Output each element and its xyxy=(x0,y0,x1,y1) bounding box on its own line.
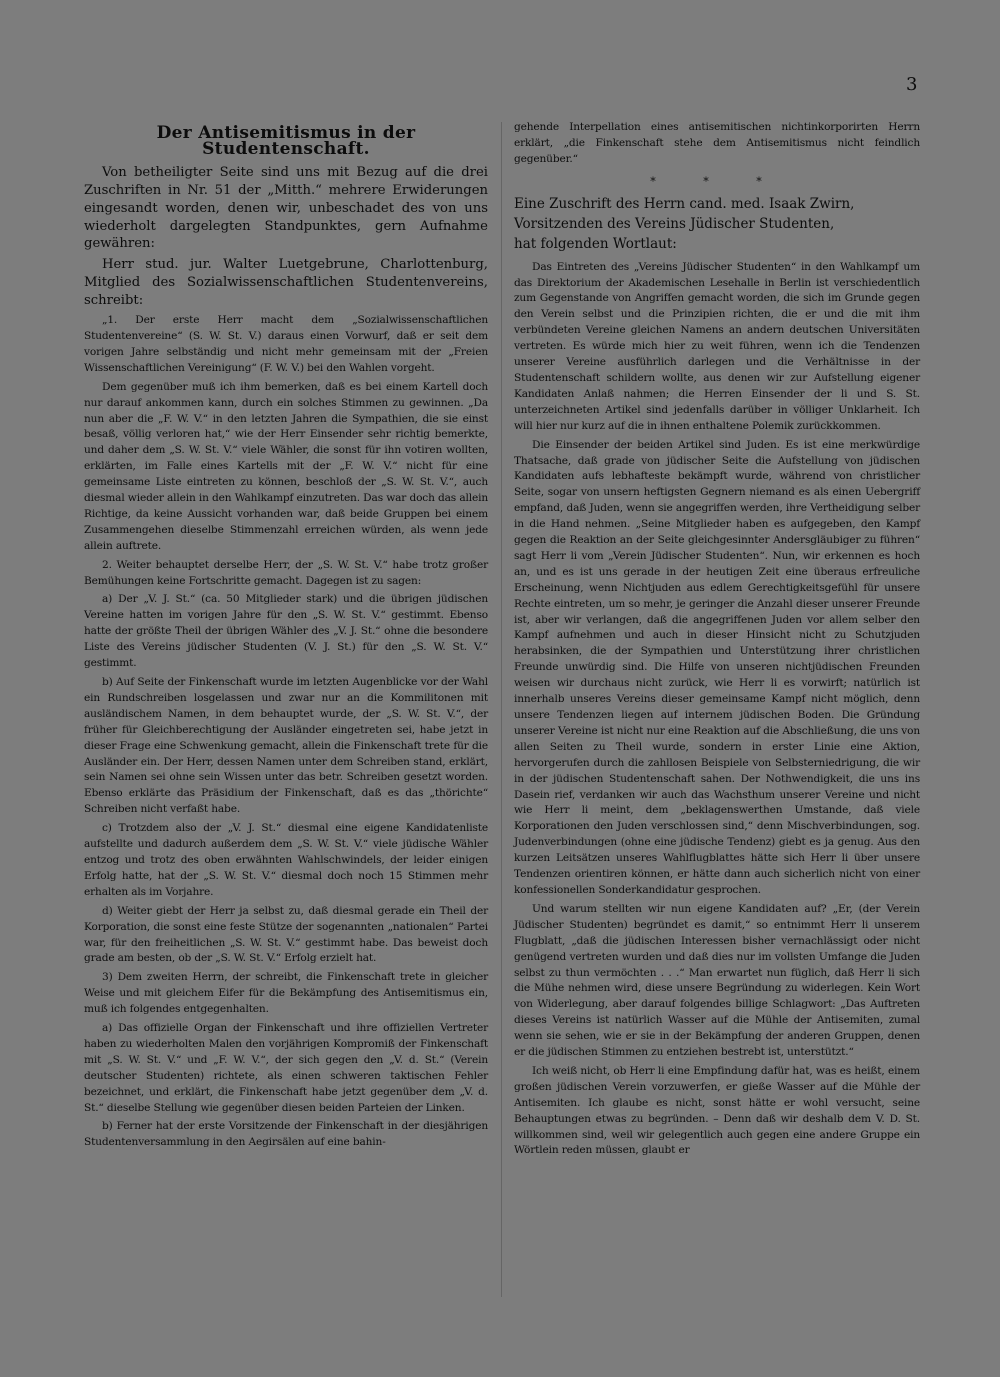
paragraph: b) Auf Seite der Finkenschaft wurde im letzten Augenblicke vor der Wahl ein Rundschreiben losgelassen und zwar nur an die Kommilitonen mit ausländischem Namen, in dem behauptet wurde, der „S. W. St. V.“, der früher für Gleichberechtigung der Ausländer eingetreten sei, habe jetzt in dieser Frage eine Schwenkung gemacht, allein die Finkenschaft trete für die Ausländer ein. Der Herr, dessen Namen unter dem Schreiben stand, erklärt, sein Namen sei ohne sein Wissen unter das betr. Schreiben gesetzt worden. Ebenso erklärte das Präsidium der Finkenschaft, daß es das „thörichte“ Schreiben nicht verfaßt habe. xyxy=(84,676,488,816)
page-number: 3 xyxy=(906,74,918,95)
section-heading-line: Vorsitzenden des Vereins Jüdischer Studenten, xyxy=(514,215,835,232)
left-column xyxy=(84,120,488,1154)
column-divider xyxy=(501,122,502,1297)
paragraph: b) Ferner hat der erste Vorsitzende der Finkenschaft in der diesjährigen Studentenversammlung in den Aegirsälen auf eine bahin- xyxy=(84,1120,488,1149)
section-heading-line: hat folgenden Wortlaut: xyxy=(514,235,677,252)
paragraph: a) Der „V. J. St.“ (ca. 50 Mitglieder stark) und die übrigen jüdischen Vereine hatten im vorigen Jahre für den „S. W. St. V.“ gestimmt. Ebenso hatte der größte Theil der übrigen Wähler des „V. J. St.“ ohne die besondere Liste des Vereins jüdischer Studenten (V. J. St.) für den „S. W. St. V.“ gestimmt. xyxy=(84,593,488,670)
paragraph: Und warum stellten wir nun eigene Kandidaten auf? „Er, (der Verein Jüdischer Studenten) begründet es damit,“ so entnimmt Herr li unserem Flugblatt, „daß die jüdischen Interessen bisher vernachlässigt oder nicht genügend vertreten wurden und daß dies nur im vollsten Umfange die Juden selbst zu thun vermöchten . . .“ Man erwartet nun füglich, daß Herr li sich die Mühe nehmen wird, diese unsere Begründung zu widerlegen. Kein Wort von Widerlegung, aber darauf folgendes billige Schlagwort: „Das Auftreten dieses Vereins ist natürlich Wasser auf die Mühle der Antisemiten, zumal wenn sie sehen, wie er sie in der Bekämpfung der anderen Gruppen, denen er die jüdischen Stimmen zu entziehen bestrebt ist, unterstützt.“ xyxy=(514,902,920,1059)
paragraph: gehende Interpellation eines antisemitischen nichtinkorporirten Herrn erklärt, „die Finkenschaft stehe dem Antisemitismus nicht feindlich gegenüber.“ xyxy=(514,121,920,165)
paragraph: 3) Dem zweiten Herrn, der schreibt, die Finkenschaft trete in gleicher Weise und mit gleichem Eifer für die Bekämpfung des Antisemitismus ein, muß ich folgendes entgegenhalten. xyxy=(84,971,488,1016)
right-column xyxy=(514,120,920,1162)
paragraph: Die Einsender der beiden Artikel sind Juden. Es ist eine merkwürdige Thatsache, daß grade von jüdischer Seite die Aufstellung von jüdischen Kandidaten aufs lebhafteste bekämpft wurde, während von christlicher Seite, sogar von unsern heftigsten Gegnern niemand es als einen Uebergriff empfand, daß Juden, wenn sie angegriffen werden, ihre Vertheidigung selber in die Hand nehmen. „Seine Mitglieder haben es aufgegeben, den Kampf gegen die Reaktion an der Seite gleichgesinnter Andersgläubiger zu führen“ sagt Herr li vom „Verein Jüdischer Studenten“. Nun, wir erkennen es hoch an, und es ist uns gerade in der heutigen Zeit eine überaus erfreuliche Erscheinung, wenn Nichtjuden aus edlem Gerechtigkeitsgefühl für unsere Rechte eintreten, um so mehr, je geringer die Anzahl dieser unserer Freunde ist, aber wir verlangen, daß die angegriffenen Juden vor allem selber den Kampf aufnehmen und auch in dieser Hinsicht nicht zu Schutzjuden herabsinken, die der Sympathien und Unterstützung ihrer christlichen Freunde unwürdig sind. Die Hilfe von unseren nichtjüdischen Freunden weisen wir durchaus nicht zurück, wie Herr li es vorwirft; natürlich ist innerhalb unseres Vereins dieser gemeinsame Kampf nicht möglich, denn unsere Tendenzen liegen auf internem jüdischen Boden. Die Gründung unserer Vereine ist nicht nur eine Reaktion auf die Abschließung, die uns von allen Seiten zu Theil wurde, sondern in erster Linie eine Aktion, hervorgerufen durch die zahllosen Beispiele von Selbsterniedrigung, die wir in der jüdischen Studentenschaft sahen. Der Nothwendigkeit, die uns ins Dasein rief, verdanken wir auch das Wachsthum unserer Vereine und nicht wie Herr li meint, dem „beklagenswerthen Umstande, daß viele Korporationen den Juden verschlossen sind,“ denn Mischverbindungen, sog. Judenverbindungen (ohne eine jüdische Tendenz) giebt es ja genug. Aus den kurzen Leitsätzen unseres Wahlflugblattes hätte sich Herr li über unsere Tendenzen orientiren können, er hätte dann auch sicherlich nicht von einer konfessionellen Sonderkandidatur gesprochen. xyxy=(514,438,920,896)
article-title: Der Antisemitismus in der Studentenschaft. xyxy=(156,123,416,159)
section-separator: * * * xyxy=(650,174,784,188)
paragraph: Ich weiß nicht, ob Herr li eine Empfindung dafür hat, was es heißt, einem großen jüdischen Verein vorzuwerfen, er gieße Wasser auf die Mühle der Antisemiten. Ich glaube es nicht, sonst hätte er wohl versucht, seine Behauptungen etwas zu begründen. – Denn daß wir deshalb dem V. D. St. willkommen sind, weil wir gelegentlich auch gegen eine andere Gruppe ein Wörtlein reden müssen, glaubt er xyxy=(514,1064,920,1157)
paragraph: a) Das offizielle Organ der Finkenschaft und ihre offiziellen Vertreter haben zu wiederholten Malen den vorjährigen Kompromiß der Finkenschaft mit „S. W. St. V.“ und „F. W. V.“, der sich gegen den „V. d. St.“ (Verein deutscher Studenten) richtete, als einen schweren taktischen Fehler bezeichnet, und erklärt, die Finkenschaft habe jetzt gegenüber dem „V. d. St.“ dieselbe Stellung wie gegenüber diesen beiden Parteien der Linken. xyxy=(84,1022,488,1114)
paragraph: d) Weiter giebt der Herr ja selbst zu, daß diesmal gerade ein Theil der Korporation, die sonst eine feste Stütze der sogenannten „nationalen“ Partei war, für den freiheitlichen „S. W. St. V.“ gestimmt habe. Das beweist doch grade am besten, ob der „S. W. St. V.“ Erfolg erzielt hat. xyxy=(84,904,488,965)
paragraph: c) Trotzdem also der „V. J. St.“ diesmal eine eigene Kandidatenliste aufstellte und dadurch außerdem dem „S. W. St. V.“ viele jüdische Wähler entzog und trotz des oben erwähnten Wahlschwindels, der leider einigen Erfolg hatte, hat der „S. W. St. V.“ diesmal doch noch 15 Stimmen mehr erhalten als im Vorjahre. xyxy=(84,822,488,898)
section-heading-line: Eine Zuschrift des Herrn cand. med. Isaak Zwirn, xyxy=(514,195,855,212)
paragraph: 2. Weiter behauptet derselbe Herr, der „S. W. St. V.“ habe trotz großer Bemühungen keine Fortschritte gemacht. Dagegen ist zu sagen: xyxy=(84,558,488,587)
section-heading xyxy=(514,194,920,254)
paragraph: Dem gegenüber muß ich ihm bemerken, daß es bei einem Kartell doch nur darauf ankommen kann, durch ein solches Stimmen zu gewinnen. „Da nun aber die „F. W. V.“ in den letzten Jahren die Sympathien, die sie einst besaß, völlig verloren hat,“ wie der Herr Einsender sehr richtig bemerkte, und daher dem „S. W. St. V.“ viele Wähler, die sonst für ihn votiren wollten, erklärten, im Falle eines Kartells mit der „F. W. V.“ nicht für eine gemeinsame Liste eintreten zu können, beschloß der „S. W. St. V.“, auch diesmal wieder allein in den Wahlkampf einzutreten. Das war doch das allein Richtige, da keine Aussicht vorhanden war, daß beide Gruppen bei einem Zusammengehen dieselbe Stimmenzahl erreichen würden, als wenn jede allein auftrete. xyxy=(84,380,488,552)
paragraph: „1. Der erste Herr macht dem „Sozialwissenschaftlichen Studentenvereine“ (S. W. St. V.) daraus einen Vorwurf, daß er seit dem vorigen Jahre selbständig und nicht mehr gemeinsam mit der „Freien Wissenschaftlichen Vereinigung“ (F. W. V.) bei den Wahlen vorgeht. xyxy=(84,314,488,374)
paragraph: Von betheiligter Seite sind uns mit Bezug auf die drei Zuschriften in Nr. 51 der „Mitth.“ mehrere Erwiderungen eingesandt worden, denen wir, unbeschadet des von uns wiederholt dargelegten Standpunktes, gern Aufnahme gewähren: xyxy=(84,164,488,252)
paragraph: Das Eintreten des „Vereins Jüdischer Studenten“ in den Wahlkampf um das Direktorium der Akademischen Lesehalle in Berlin ist verschiedentlich zum Gegenstande von Angriffen gemacht worden, die sich im Grunde gegen den Verein selbst und die Prinzipien richten, die er und die mit ihm verbündeten Vereine gleichen Namens an andern deutschen Universitäten vertreten. Es würde mich hier zu weit führen, wenn ich die Tendenzen unserer Vereine ausführlich darlegen und die Verhältnisse in der Studentenschaft schildern wollte, aus denen wir zur Aufstellung eigener Kandidaten Anlaß nahmen; die Herren Einsender der li und S. St. unterzeichneten Artikel sind jedenfalls darüber in völliger Unklarheit. Ich will hier nur kurz auf die in ihnen enthaltene Polemik zurückkommen. xyxy=(514,260,920,432)
paragraph: Herr stud. jur. Walter Luetgebrune, Charlottenburg, Mitglied des Sozialwissenschaftlichen Studentenvereins, schreibt: xyxy=(84,257,488,309)
